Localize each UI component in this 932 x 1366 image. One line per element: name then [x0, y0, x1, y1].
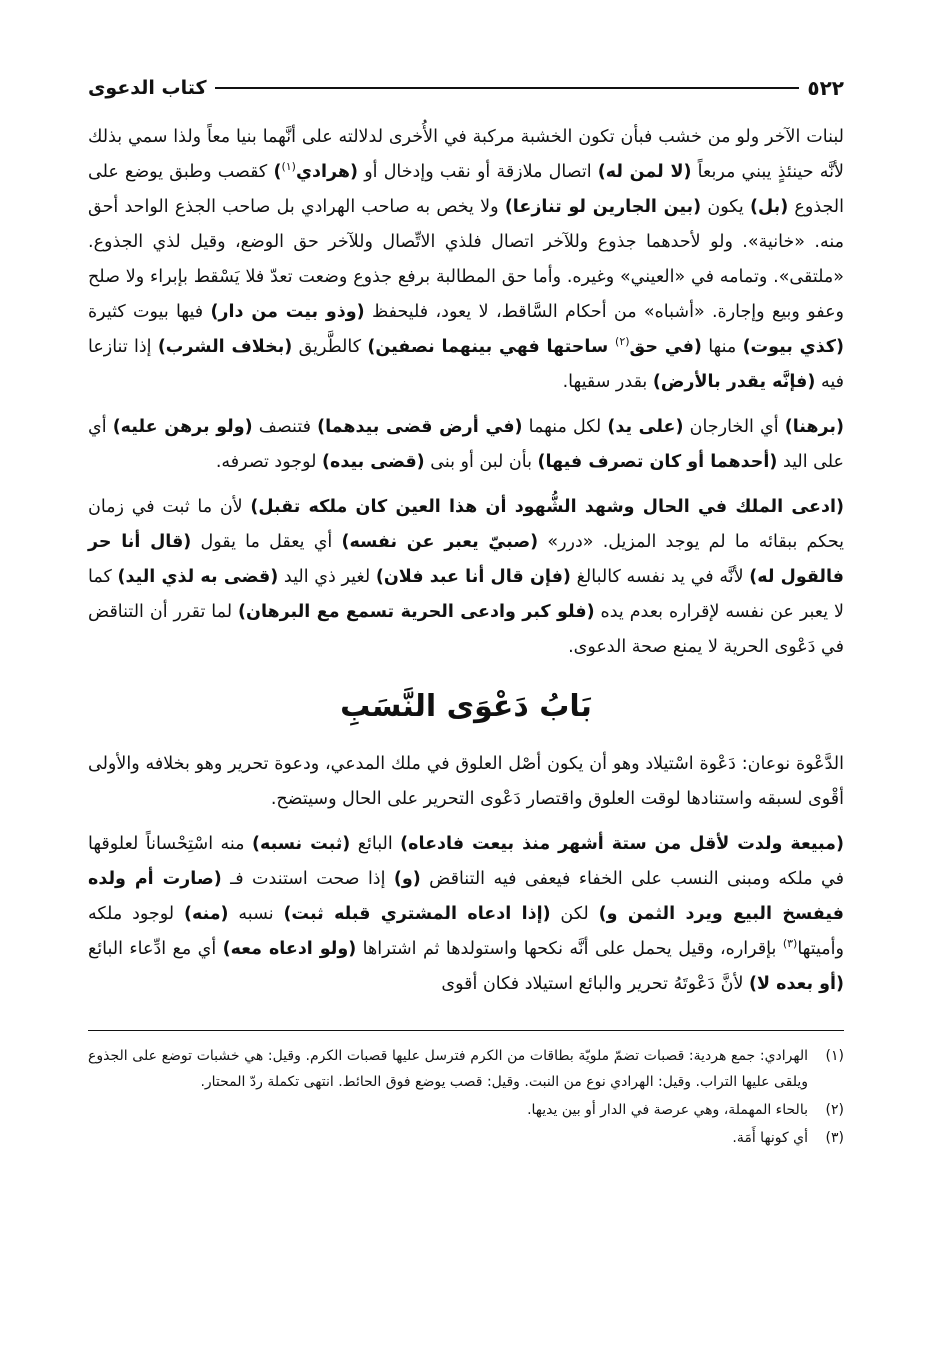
paragraphs-section-2: [88, 747, 844, 1002]
bold-matn-text: (أحدهما أو كان تصرف فيها): [537, 452, 778, 472]
footnote-reference: (٢): [615, 335, 630, 349]
bold-matn-text: (ثبت نسبه): [251, 834, 351, 854]
commentary-text: منه اسْتِحْساناً لعلوقها في ملكه ومبنى النسب على الخفاء فيعفى فيه التناقض: [88, 834, 844, 889]
bold-matn-text: (فلو كبر وادعى الحرية تسمع مع البرهان): [238, 602, 595, 622]
commentary-text: لما تقرر أن التناقض في دَعْوى الحرية لا يمنع صحة الدعوى.: [88, 602, 844, 657]
commentary-text: نسبه: [228, 904, 284, 924]
commentary-text: لكن: [550, 904, 599, 924]
bold-matn-text: (بل): [750, 197, 789, 217]
bold-matn-text: (هرادي: [295, 162, 359, 182]
footnote-reference: (١): [281, 160, 296, 174]
commentary-text: أي الخارجان: [683, 417, 785, 437]
commentary-text: يكون: [701, 197, 751, 217]
commentary-text: أي يعقل ما يقول: [191, 532, 342, 552]
bold-matn-text: (ادعى الملك في الحال وشهد الشُّهود أن هذا العين كان ملكه تقبل): [250, 497, 844, 517]
bold-matn-text: (في حق: [629, 337, 702, 357]
paragraphs-section-1: [88, 120, 844, 665]
bold-matn-text: (فإنَّه يقدر بالأرض): [652, 372, 816, 392]
commentary-text: لوجود تصرفه.: [215, 452, 323, 472]
main-text: [88, 120, 844, 1002]
bold-matn-text: (برهنا): [784, 417, 845, 437]
commentary-text: اتصال ملازقة أو نقب وإدخال أو: [358, 162, 598, 182]
footnote-divider: [88, 1030, 844, 1031]
footnote-number: (٣): [825, 1130, 844, 1146]
footnote-text: بالحاء المهملة، وهي عرصة في الدار أو بين يديها.: [527, 1102, 808, 1118]
bold-matn-text: (أو بعده لا): [749, 974, 844, 994]
commentary-text: لوجود ملكه وأميتها: [88, 904, 844, 959]
bold-matn-text: (كذي بيوت): [742, 337, 844, 357]
bold-matn-text: (على يد): [607, 417, 684, 437]
commentary-text: أي مع ادِّعاء البائع: [88, 939, 223, 959]
footnotes: [88, 1043, 844, 1151]
commentary-text: لبنات الآخر ولو من خشب فبأن تكون الخشبة مركبة في الأُخرى لدلالته على أنَّهما بنيا معاً ولذا سمي بذلك لأنَّه حينئذٍ يبني مربعاً: [88, 127, 844, 182]
bold-matn-text: (قال أنا حر فالقول له): [88, 532, 845, 587]
commentary-text: بأن لبن أو بنى: [424, 452, 538, 472]
footnote-text: الهرادي: جمع هردية: قصبات تضمّ ملويّة بطاقات من الكرم فترسل عليها قصبات الكرم. وقيل: هي خشبات توضع على الجذوع ويلقى عليها التراب. وقيل: الهرادي نوع من النبت. وقيل: قصب يوضع فوق الحائط. انتهى تكملة ردّ المحتار.: [88, 1048, 808, 1090]
running-title: كتاب الدعوى: [88, 77, 207, 99]
commentary-text: بإقراره، وقيل يحمل على أنَّه نكحها واستولدها ثم اشتراها: [356, 939, 783, 959]
bold-matn-text: ساحتها فهي بينهما نصفين): [367, 337, 616, 357]
bold-matn-text: (ولو برهن عليه): [112, 417, 253, 437]
bold-matn-text: (ولو ادعاه معه): [222, 939, 357, 959]
bold-matn-text: (فإن قال أنا عبد فلان): [375, 567, 571, 587]
bold-matn-text: (إذا ادعاه المشتري قبله ثبت): [283, 904, 551, 924]
commentary-text: كقصب وطبق يوضع على الجذوع: [88, 162, 844, 217]
commentary-text: لكل منهما: [522, 417, 608, 437]
footnote-number: (٢): [825, 1102, 844, 1118]
commentary-text: لأنَّه في يد نفسه كالبالغ: [570, 567, 750, 587]
bold-matn-text: (صبيّ يعبر عن نفسه): [341, 532, 539, 552]
footnote-reference: (٣): [782, 937, 798, 951]
commentary-text: لغير ذي اليد: [278, 567, 376, 587]
commentary-text: بقدر سقيها.: [562, 372, 653, 392]
paragraph: [88, 490, 844, 665]
commentary-text: كما لا يعبر عن نفسه لإقراره بعدم يده: [88, 567, 844, 622]
bold-matn-text: ): [273, 162, 282, 182]
bold-matn-text: (في أرض قضى بيدهما): [317, 417, 523, 437]
commentary-text: فيها بيوت كثيرة: [88, 302, 211, 322]
header-rule: [215, 87, 800, 89]
paragraph: [88, 827, 844, 1002]
commentary-text: كالطَّريق: [292, 337, 368, 357]
page-number: ٥٢٢: [807, 76, 844, 100]
commentary-text: فتنصف: [252, 417, 318, 437]
bold-matn-text: (لا لمن له): [597, 162, 692, 182]
footnote-item: [88, 1125, 844, 1151]
bold-matn-text: (بين الجارين لو تنازعا): [504, 197, 702, 217]
page-header: [88, 70, 844, 106]
bold-matn-text: (قضى بيده): [322, 452, 425, 472]
commentary-text: ولا يخص به صاحب الهرادي بل صاحب الجذع الواحد أحق منه. «خانية». ولو لأحدهما جذوع وللآخر اتصال فلذي الاتِّصال وللآخر حق الوضع، وقيل لذي الجذوع. «ملتقى». وتمامه في «العيني» وغيره. وأما حق المطالبة برفع جذوع وضعت تعدّ فلا يَسْقط بإبراء ولا صلح وعفو وبيع وإجارة. «أشباه» من أحكام السَّاقط، لا يعود، فليحفظ: [88, 197, 844, 322]
bold-matn-text: (قضى به لذي اليد): [117, 567, 279, 587]
footnote-text: أي كونها أَمَة.: [732, 1130, 808, 1146]
paragraph: [88, 120, 844, 400]
commentary-text: الدَّعْوة نوعان: دَعْوة اسْتيلاد وهو أن يكون أصْل العلوق في ملك المدعي، ودعوة تحرير وهو بخلافه والأولى أقْوى لسبقه واستنادها لوقت العلوق واقتصار دَعْوى التحرير على الحال وسيتضح.: [88, 754, 844, 809]
footnote-item: [88, 1097, 844, 1123]
commentary-text: لأن ما ثبت في زمان يحكم ببقائه ما لم يوجد المزيل. «درر»: [88, 497, 844, 552]
commentary-text: إذا صحت استندت فـ: [221, 869, 394, 889]
paragraph: [88, 410, 844, 480]
commentary-text: لأنَّ دَعْوتَهُ تحرير والبائع استيلاد فكان أقوى: [441, 974, 750, 994]
footnote-number: (١): [825, 1048, 844, 1064]
commentary-text: إذا تنازعا فيه: [88, 337, 844, 392]
commentary-text: البائع: [350, 834, 401, 854]
bold-matn-text: (صارت أم ولده فيفسخ البيع ويرد الثمن و): [88, 869, 844, 924]
bold-matn-text: (وذو بيت من دار): [210, 302, 365, 322]
bold-matn-text: (منه): [183, 904, 229, 924]
paragraph: [88, 747, 844, 817]
commentary-text: أي على اليد: [88, 417, 844, 472]
bold-matn-text: (و): [393, 869, 421, 889]
chapter-title: بَابُ دَعْوَى النَّسَبِ: [340, 689, 592, 724]
commentary-text: منها: [701, 337, 743, 357]
bold-matn-text: (مبيعة ولدت لأقل من ستة أشهر منذ بيعت فادعاه): [400, 834, 844, 854]
bold-matn-text: (بخلاف الشرب): [157, 337, 293, 357]
footnote-item: [88, 1043, 844, 1095]
